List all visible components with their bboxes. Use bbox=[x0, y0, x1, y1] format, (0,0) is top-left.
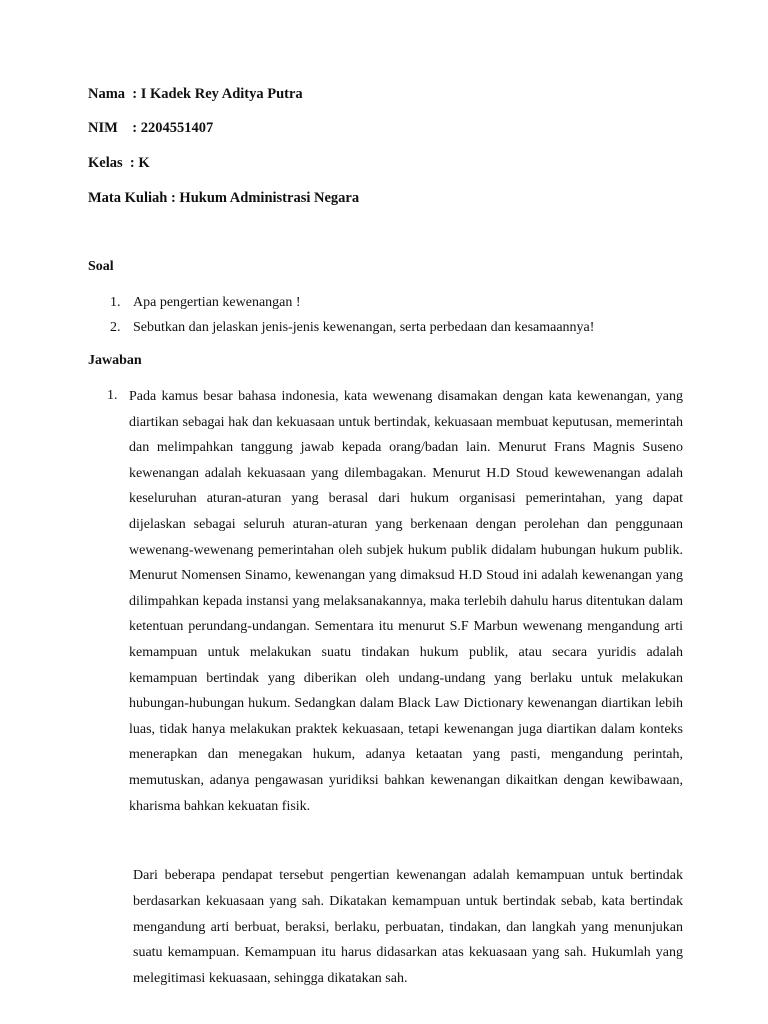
answer-number: 1. bbox=[107, 388, 118, 403]
student-name: Nama : I Kadek Rey Aditya Putra bbox=[88, 86, 303, 102]
question-number: 1. bbox=[110, 295, 121, 310]
soal-heading: Soal bbox=[88, 259, 114, 274]
question-number: 2. bbox=[110, 320, 121, 335]
answer-paragraph-1: Pada kamus besar bahasa indonesia, kata wewenang disamakan dengan kata kewenangan, yang diartikan sebagai hak dan kekuasaan untuk bertindak, kekuasaan membuat keputusan, memerintah dan melimpahkan tanggung jawab kepada orang/badan lain. Menurut Frans Magnis Suseno kewenangan adalah kekuasaan yang dilembagakan. Menurut H.D Stoud kewewenangan adalah keseluruhan aturan-aturan yang berasal dari hukum organisasi pemerintahan, yang dapat dijelaskan sebagai seluruh aturan-aturan yang berkenaan dengan perolehan dan penggunaan wewenang-wewenang pemerintahan oleh subjek hukum publik didalam hubungan hukum publik. Menurut Nomensen Sinamo, kewenangan yang dimaksud H.D Stoud ini adalah kewenangan yang dilimpahkan kepada instansi yang melaksanakannya, maka terlebih dahulu harus ditentukan dalam ketentuan perundang-undangan. Sementara itu menurut S.F Marbun wewenang mengandung arti kemampuan untuk melakukan suatu tindakan hukum publik, atau secara yuridis adalah kemampuan bertindak yang diberikan oleh undang-undang yang berlaku untuk melakukan hubungan-hubungan hukum. Sedangkan dalam Black Law Dictionary kewenangan diartikan lebih luas, tidak hanya melakukan praktek kekuasaan, tetapi kewenangan juga diartikan dalam konteks menerapkan dan menegakan hukum, adanya ketaatan yang pasti, mengandung perintah, memutuskan, adanya pengawasan yuridiksi bahkan kewenangan dikaitkan dengan kewibawaan, kharisma bahkan kekuatan fisik. bbox=[129, 389, 683, 814]
jawaban-heading: Jawaban bbox=[88, 353, 142, 368]
answer-paragraph-2: Dari beberapa pendapat tersebut pengertian kewenangan adalah kemampuan untuk bertindak berdasarkan kekuasaan yang sah. Dikatakan kemampuan untuk bertindak sebab, kata bertindak mengandung arti berbuat, beraksi, berlaku, perbuatan, tindakan, dan langkah yang menunjukan suatu kemampuan. Kemampuan itu harus didasarkan atas kekuasaan yang sah. Hukumlah yang melegitimasi kekuasaan, sehingga dikatakan sah. bbox=[133, 868, 683, 987]
student-class: Kelas : K bbox=[88, 155, 150, 171]
question-item bbox=[110, 319, 594, 337]
student-nim: NIM : 2204551407 bbox=[88, 120, 214, 136]
question-text: Sebutkan dan jelaskan jenis-jenis kewenangan, serta perbedaan dan kesamaannya! bbox=[133, 320, 595, 335]
question-item bbox=[110, 294, 301, 312]
course-name: Mata Kuliah : Hukum Administrasi Negara bbox=[88, 190, 360, 206]
question-text: Apa pengertian kewenangan ! bbox=[133, 295, 301, 310]
